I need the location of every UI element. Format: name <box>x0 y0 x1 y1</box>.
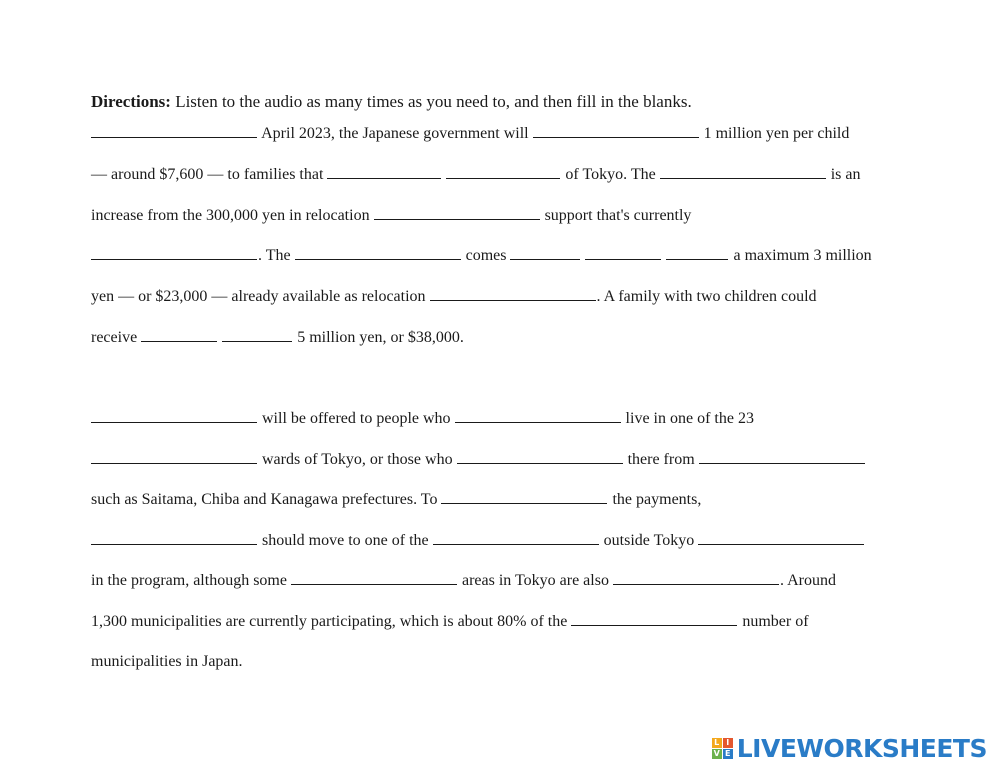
text-line-5 <box>91 286 817 308</box>
text-line-1 <box>91 123 849 145</box>
text-segment: a maximum 3 million <box>729 247 872 264</box>
fill-blank[interactable] <box>91 123 257 138</box>
fill-blank[interactable] <box>430 286 596 301</box>
directions-text: Listen to the audio as many times as you need to, and then fill in the blanks. <box>170 92 692 111</box>
text-segment: there from <box>623 451 699 468</box>
text-segment: 1,300 municipalities are currently participating, which is about 80% of the <box>91 613 572 630</box>
directions-label: Directions: <box>91 92 171 111</box>
text-line-9 <box>91 489 701 511</box>
text-segment: number of <box>738 613 809 630</box>
text-segment: . A family with two children could <box>596 288 817 305</box>
fill-blank[interactable] <box>441 489 607 504</box>
text-segment: comes <box>461 247 511 264</box>
text-segment: support that's currently <box>540 207 692 224</box>
fill-blank[interactable] <box>666 245 728 260</box>
fill-blank[interactable] <box>327 164 441 179</box>
fill-blank[interactable] <box>699 449 865 464</box>
liveworksheets-logo <box>712 734 987 762</box>
text-segment: yen — or $23,000 — already available as relocation <box>91 288 430 305</box>
directions <box>91 90 692 114</box>
logo-letter: E <box>723 749 733 759</box>
fill-blank[interactable] <box>222 327 292 342</box>
fill-blank[interactable] <box>374 205 540 220</box>
fill-blank[interactable] <box>295 245 461 260</box>
text-line-11 <box>91 570 836 592</box>
text-line-4 <box>91 245 872 267</box>
brand-name: LIVEWORKSHEETS <box>736 733 987 763</box>
text-line-13 <box>91 651 243 673</box>
text-segment: in the program, although some <box>91 572 291 589</box>
logo-letter: V <box>713 748 720 758</box>
text-segment: . The <box>258 247 295 264</box>
text-segment: will be offered to people who <box>258 410 455 427</box>
fill-blank[interactable] <box>510 245 580 260</box>
text-segment: areas in Tokyo are also <box>457 572 613 589</box>
text-segment: April 2023, the Japanese government will <box>258 125 533 142</box>
text-segment: . Around <box>779 572 836 589</box>
text-segment: outside Tokyo <box>599 532 699 549</box>
text-segment: is an <box>826 166 861 183</box>
text-segment: should move to one of the <box>258 532 433 549</box>
text-segment: the payments, <box>608 491 702 508</box>
text-segment: 5 million yen, or $38,000. <box>293 329 464 346</box>
text-line-10 <box>91 530 865 552</box>
logo-icon <box>712 738 733 759</box>
text-segment: wards of Tokyo, or those who <box>258 451 457 468</box>
text-segment: of Tokyo. The <box>561 166 660 183</box>
text-line-2 <box>91 164 860 186</box>
fill-blank[interactable] <box>613 570 779 585</box>
text-line-3 <box>91 205 691 227</box>
fill-blank[interactable] <box>91 245 257 260</box>
logo-letter: L <box>712 738 722 748</box>
text-line-7 <box>91 408 754 430</box>
fill-blank[interactable] <box>698 530 864 545</box>
fill-blank[interactable] <box>457 449 623 464</box>
text-segment: increase from the 300,000 yen in relocation <box>91 207 374 224</box>
fill-blank[interactable] <box>571 611 737 626</box>
fill-blank[interactable] <box>446 164 560 179</box>
fill-blank[interactable] <box>91 530 257 545</box>
fill-blank[interactable] <box>141 327 217 342</box>
fill-blank[interactable] <box>91 408 257 423</box>
fill-blank[interactable] <box>455 408 621 423</box>
fill-blank[interactable] <box>585 245 661 260</box>
text-segment: — around $7,600 — to families that <box>91 166 328 183</box>
text-segment: receive <box>91 329 142 346</box>
text-segment: municipalities in Japan. <box>91 653 243 670</box>
text-line-8 <box>91 449 866 471</box>
text-line-6 <box>91 327 464 349</box>
fill-blank[interactable] <box>533 123 699 138</box>
fill-blank[interactable] <box>433 530 599 545</box>
text-segment: 1 million yen per child <box>699 125 850 142</box>
fill-blank[interactable] <box>660 164 826 179</box>
fill-blank[interactable] <box>291 570 457 585</box>
text-segment: live in one of the 23 <box>621 410 754 427</box>
logo-letter: I <box>723 738 733 748</box>
fill-blank[interactable] <box>91 449 257 464</box>
text-segment: such as Saitama, Chiba and Kanagawa prefectures. To <box>91 491 442 508</box>
text-line-12 <box>91 611 809 633</box>
